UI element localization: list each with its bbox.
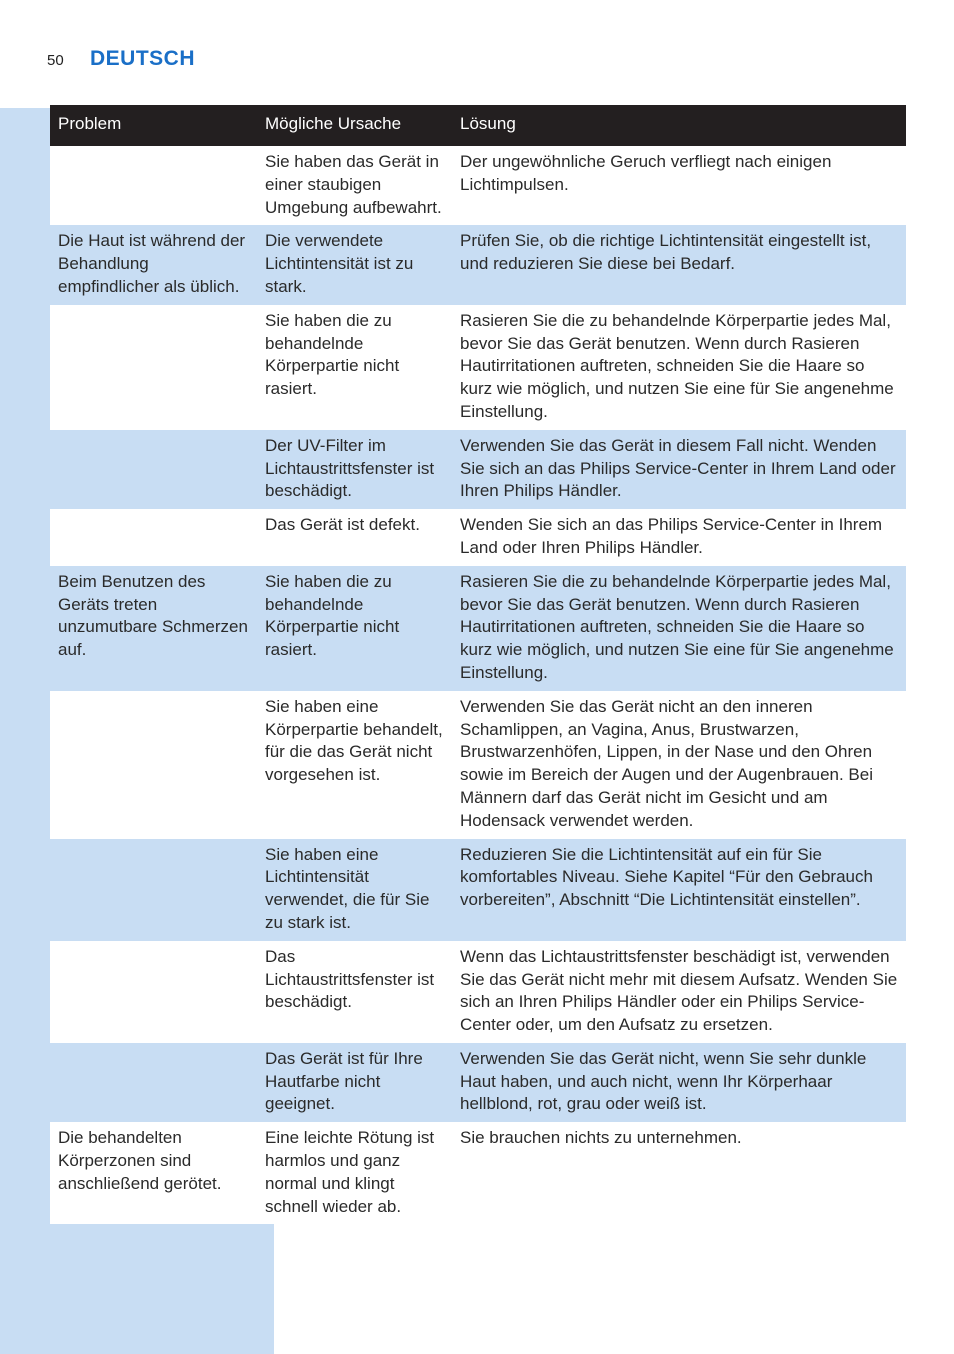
table-row bbox=[50, 509, 906, 566]
cell-solution: Sie brauchen nichts zu unternehmen. bbox=[452, 1122, 906, 1224]
section-title: DEUTSCH bbox=[90, 47, 196, 70]
cell-problem bbox=[50, 941, 257, 1043]
table-row bbox=[50, 146, 906, 225]
table-header-row bbox=[50, 105, 906, 146]
cell-solution: Der ungewöhnliche Geruch verfliegt nach einigen Lichtimpulsen. bbox=[452, 146, 906, 225]
cell-problem: Die Haut ist während der Behandlung empfindlicher als üblich. bbox=[50, 225, 257, 304]
cell-problem: Beim Benutzen des Geräts treten unzumutbare Schmerzen auf. bbox=[50, 566, 257, 691]
column-header-solution: Lösung bbox=[452, 105, 906, 146]
cell-solution: Verwenden Sie das Gerät nicht, wenn Sie sehr dunkle Haut haben, und auch nicht, wenn Ihr Körperhaar hellblond, rot, grau oder weiß ist. bbox=[452, 1043, 906, 1122]
troubleshooting-table bbox=[50, 105, 906, 1224]
table-row bbox=[50, 305, 906, 430]
cell-problem bbox=[50, 146, 257, 225]
cell-solution: Wenden Sie sich an das Philips Service-Center in Ihrem Land oder Ihren Philips Händler. bbox=[452, 509, 906, 566]
table-row bbox=[50, 941, 906, 1043]
cell-cause: Das Gerät ist für Ihre Hautfarbe nicht geeignet. bbox=[257, 1043, 452, 1122]
cell-cause: Das Gerät ist defekt. bbox=[257, 509, 452, 566]
cell-solution: Wenn das Lichtaustrittsfenster beschädigt ist, verwenden Sie das Gerät nicht mehr mit diesem Aufsatz. Wenden Sie sich an Ihren Philips Händler oder ein Philips Service-Center oder, um den Aufsatz zu ersetzen. bbox=[452, 941, 906, 1043]
cell-solution: Prüfen Sie, ob die richtige Lichtintensität eingestellt ist, und reduzieren Sie diese bei Bedarf. bbox=[452, 225, 906, 304]
cell-cause: Sie haben die zu behandelnde Körperpartie nicht rasiert. bbox=[257, 566, 452, 691]
table-row bbox=[50, 1122, 906, 1224]
table-row bbox=[50, 691, 906, 839]
page-number: 50 bbox=[47, 52, 64, 69]
cell-problem: Die behandelten Körperzonen sind anschließend gerötet. bbox=[50, 1122, 257, 1224]
cell-cause: Der UV-Filter im Lichtaustrittsfenster ist beschädigt. bbox=[257, 430, 452, 509]
column-header-cause: Mögliche Ursache bbox=[257, 105, 452, 146]
column-header-problem: Problem bbox=[50, 105, 257, 146]
cell-solution: Reduzieren Sie die Lichtintensität auf ein für Sie komfortables Niveau. Siehe Kapitel “Für den Gebrauch vorbereiten”, Abschnitt “Die Lichtintensität einstellen”. bbox=[452, 839, 906, 941]
cell-cause: Sie haben eine Lichtintensität verwendet, die für Sie zu stark ist. bbox=[257, 839, 452, 941]
cell-cause: Das Lichtaustrittsfenster ist beschädigt. bbox=[257, 941, 452, 1043]
cell-problem bbox=[50, 839, 257, 941]
cell-solution: Verwenden Sie das Gerät nicht an den inneren Schamlippen, an Vagina, Anus, Brustwarzen, Brustwarzenhöfen, Lippen, in der Nase und den Ohren sowie im Bereich der Augen und der Augenbrauen. Bei Männern darf das Gerät nicht im Gesicht und am Hodensack verwendet werden. bbox=[452, 691, 906, 839]
table-row bbox=[50, 1043, 906, 1122]
cell-cause: Eine leichte Rötung ist harmlos und ganz normal und klingt schnell wieder ab. bbox=[257, 1122, 452, 1224]
cell-solution: Rasieren Sie die zu behandelnde Körperpartie jedes Mal, bevor Sie das Gerät benutzen. Wenn durch Rasieren Hautirritationen auftreten, schneiden Sie die Haare so kurz wie möglich, und nutzen Sie eine für Sie angenehme Einstellung. bbox=[452, 566, 906, 691]
cell-cause: Sie haben die zu behandelnde Körperpartie nicht rasiert. bbox=[257, 305, 452, 430]
cell-cause: Die verwendete Lichtintensität ist zu stark. bbox=[257, 225, 452, 304]
table-row bbox=[50, 566, 906, 691]
cell-problem bbox=[50, 1043, 257, 1122]
cell-problem bbox=[50, 305, 257, 430]
cell-problem bbox=[50, 509, 257, 566]
table-row bbox=[50, 430, 906, 509]
cell-cause: Sie haben eine Körperpartie behandelt, für die das Gerät nicht vorgesehen ist. bbox=[257, 691, 452, 839]
cell-cause: Sie haben das Gerät in einer staubigen Umgebung aufbewahrt. bbox=[257, 146, 452, 225]
table-row bbox=[50, 839, 906, 941]
cell-solution: Verwenden Sie das Gerät in diesem Fall nicht. Wenden Sie sich an das Philips Service-Center in Ihrem Land oder Ihren Philips Händler. bbox=[452, 430, 906, 509]
cell-problem bbox=[50, 430, 257, 509]
cell-solution: Rasieren Sie die zu behandelnde Körperpartie jedes Mal, bevor Sie das Gerät benutzen. Wenn durch Rasieren Hautirritationen auftreten, schneiden Sie die Haare so kurz wie möglich, und nutzen Sie eine für Sie angenehme Einstellung. bbox=[452, 305, 906, 430]
table-row bbox=[50, 225, 906, 304]
cell-problem bbox=[50, 691, 257, 839]
